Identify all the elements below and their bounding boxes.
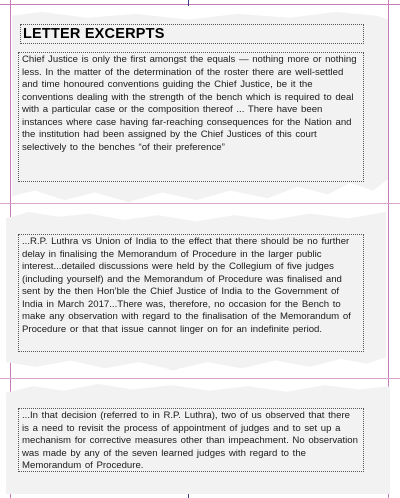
heading-text-frame[interactable] [20,24,364,44]
excerpt-text-frame[interactable] [18,408,364,472]
excerpt-text-frame[interactable] [18,234,364,352]
page-title: LETTER EXCERPTS [23,26,165,42]
excerpt-text: Chief Justice is only the first amongst the equals — nothing more or nothing less. In the matter of the determination of the roster there are well-settled and time honoured conventions guiding the Chief Justice, be it the conventions dealing with the strength of the bench which is required to deal with a particular case or the composition thereof ... There have been instances where case having far-reaching consequences for the Nation and the institution had been assigned by the Chief Justices of this court selectively to the benches “of their preference” [22,54,357,153]
excerpt-text: ...R.P. Luthra vs Union of India to the effect that there should be no further delay in finalising the Memorandum of Procedure in the larger public interest...detailed discussions were held by the Collegium of five judges (including yourself) and the Memorandum of Procedure was finalised and sent by the then Hon’ble the Chief Justice of India to the Government of India in March 2017...There was, therefore, no occasion for the Bench to make any observation with regard to the finalisation of the Memorandum of Procedure or that that issue cannot linger on for an indefinite period. [22,236,351,335]
excerpt-text-frame[interactable] [18,52,364,182]
top-margin-guide [0,4,400,5]
column-marker [188,0,189,6]
row-guide [0,203,400,204]
row-guide [0,378,400,379]
excerpt-text: ...In that decision (referred to in R.P. Luthra), two of us observed that there is a need to revisit the process of appointment of judges and to set up a mechanism for corrective measures other than impeachment. No observation was made by any of the seven learned judges with regard to the Memorandum of Procedure. [22,410,358,471]
